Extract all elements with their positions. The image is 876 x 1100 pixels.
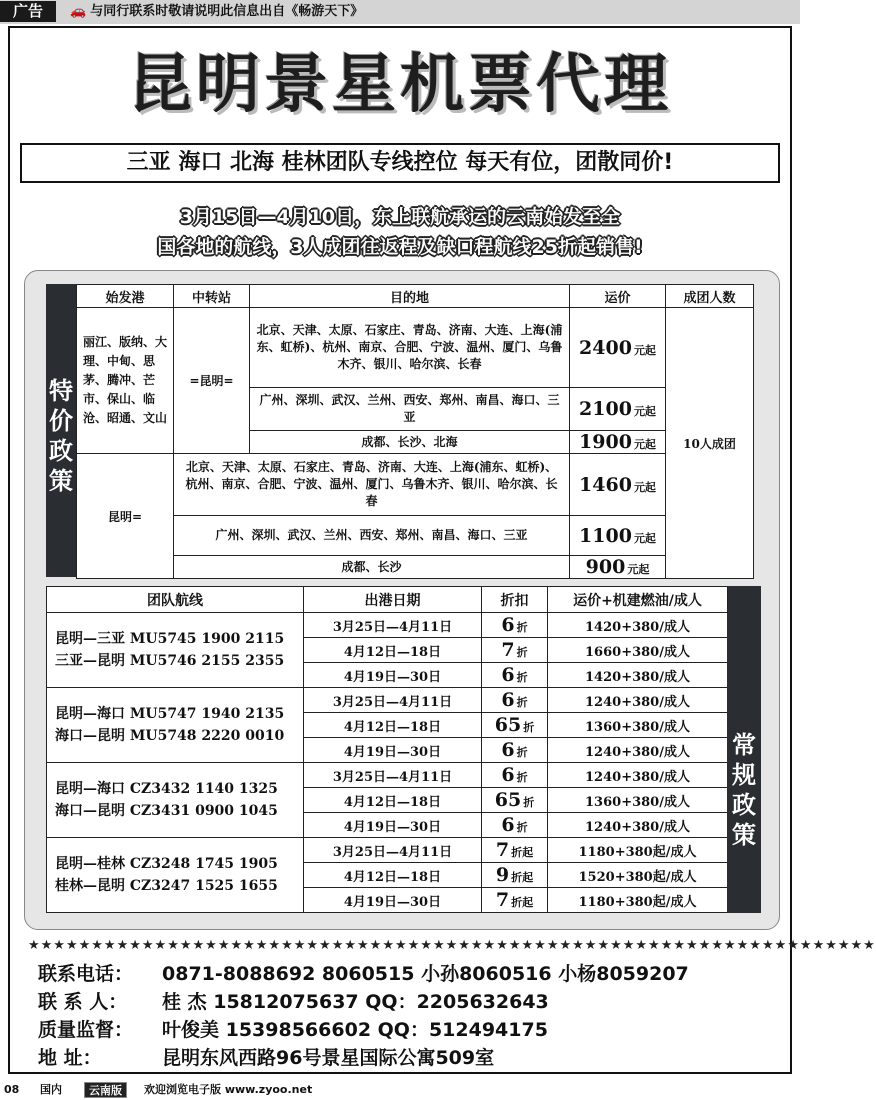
page-footer — [0, 1080, 800, 1100]
top-banner — [0, 0, 800, 24]
special-fare-table — [76, 284, 754, 579]
price-value: 2100 — [579, 398, 632, 420]
date-cell: 3月25日—4月11日 — [304, 688, 482, 713]
table-row — [77, 556, 754, 579]
discount-cell: 7 折 — [482, 638, 548, 663]
table-row — [77, 454, 754, 516]
discount-cell: 6 折 — [482, 688, 548, 713]
route-cell — [47, 688, 304, 763]
fare-cell: 1520+380起/成人 — [548, 863, 728, 888]
price-cell — [570, 431, 666, 454]
section-name: 国内 — [40, 1083, 62, 1096]
date-cell: 4月12日—18日 — [304, 863, 482, 888]
route-outbound: 昆明—海口 CZ3432 1140 1325 — [55, 781, 278, 797]
table-header-row — [77, 285, 754, 308]
contact-supervisor — [38, 1015, 548, 1042]
price-suffix: 元起 — [633, 343, 656, 357]
date-cell: 4月19日—30日 — [304, 888, 482, 913]
fare-cell: 1360+380/成人 — [548, 713, 728, 738]
col-fare: 运价 — [570, 285, 666, 308]
price-suffix: 元起 — [633, 438, 656, 451]
route-outbound: 昆明—三亚 MU5745 1900 2115 — [55, 631, 285, 647]
col-fare: 运价+机建燃油/成人 — [548, 587, 728, 613]
route-return: 海口—昆明 CZ3431 0900 1045 — [55, 803, 278, 819]
origin-cell: 昆明= — [77, 454, 174, 579]
discount-cell: 6 折 — [482, 738, 548, 763]
regular-policy-label: 常规政策 — [728, 587, 761, 913]
page-title: 昆明景星机票代理 — [128, 47, 672, 122]
date-cell: 4月19日—30日 — [304, 738, 482, 763]
route-return: 海口—昆明 MU5748 2220 0010 — [55, 728, 285, 744]
destination-cell: 成都、长沙、北海 — [250, 431, 570, 454]
discount-cell: 6 折 — [482, 613, 548, 638]
contact-label: 质量监督： — [38, 1019, 134, 1041]
col-origin: 始发港 — [77, 285, 174, 308]
edition-badge: 云南版 — [84, 1082, 127, 1098]
destination-cell: 广州、深圳、武汉、兰州、西安、郑州、南昌、海口、三亚 — [250, 388, 570, 431]
fare-cell: 1420+380/成人 — [548, 663, 728, 688]
discount-cell: 6 折 — [482, 813, 548, 838]
discount-cell: 65 折 — [482, 713, 548, 738]
date-cell: 3月25日—4月11日 — [304, 763, 482, 788]
route-cell — [47, 838, 304, 913]
price-value: 1900 — [579, 431, 632, 453]
price-cell — [570, 388, 666, 431]
route-cell — [47, 613, 304, 688]
price-value: 900 — [585, 556, 626, 578]
contact-value: 0871-8088692 8060515 小孙8060516 小杨8059207 — [162, 963, 689, 985]
discount-cell: 65 折 — [482, 788, 548, 813]
fare-cell: 1420+380/成人 — [548, 613, 728, 638]
price-suffix: 元起 — [633, 405, 656, 418]
table-row — [77, 516, 754, 556]
table-row — [47, 613, 761, 638]
source-notice — [70, 2, 363, 22]
contact-address — [38, 1043, 494, 1070]
route-return: 桂林—昆明 CZ3247 1525 1655 — [55, 878, 278, 894]
table-row — [77, 308, 754, 388]
destination-cell: 成都、长沙 — [174, 556, 570, 579]
price-value: 1460 — [579, 473, 632, 496]
origin-cell: 丽江、版纳、大理、中甸、思茅、腾冲、芒市、保山、临沧、昭通、文山 — [77, 308, 174, 454]
col-destination: 目的地 — [250, 285, 570, 308]
date-cell: 4月19日—30日 — [304, 813, 482, 838]
discount-cell: 6 折 — [482, 763, 548, 788]
price-value: 2400 — [579, 336, 632, 359]
regular-fare-table — [46, 586, 761, 913]
fare-cell: 1180+380起/成人 — [548, 888, 728, 913]
destination-cell: 广州、深圳、武汉、兰州、西安、郑州、南昌、海口、三亚 — [174, 516, 570, 556]
route-cell — [47, 763, 304, 838]
subtitle-line-1: 3月15日—4月10日，东上联航承运的云南始发至全 — [179, 206, 621, 228]
date-cell: 4月19日—30日 — [304, 663, 482, 688]
contact-phone — [38, 959, 689, 986]
fare-cell: 1240+380/成人 — [548, 738, 728, 763]
source-notice-text: 与同行联系时敬请说明此信息出自《畅游天下》 — [90, 4, 364, 19]
date-cell: 4月12日—18日 — [304, 713, 482, 738]
fare-cell: 1240+380/成人 — [548, 688, 728, 713]
price-cell — [570, 454, 666, 516]
discount-cell: 6 折 — [482, 663, 548, 688]
contact-value: 昆明东风西路96号景星国际公寓509室 — [162, 1047, 495, 1069]
discount-cell: 9 折起 — [482, 863, 548, 888]
promo-banner: 三亚 海口 北海 桂林团队专线控位 每天有位，团散同价! — [20, 143, 780, 183]
star-divider: ★★★★★★★★★★★★★★★★★★★★★★★★★★★★★★★★★★★★★★★★★★★★★★★★★★★★★★★★★★★★★★★★★★★ — [28, 938, 876, 953]
date-cell: 4月12日—18日 — [304, 788, 482, 813]
contact-person — [38, 987, 549, 1014]
contact-label: 联系电话： — [38, 963, 134, 985]
table-row — [47, 838, 761, 863]
price-suffix: 元起 — [627, 563, 650, 576]
date-cell: 4月12日—18日 — [304, 638, 482, 663]
discount-cell: 7 折起 — [482, 888, 548, 913]
car-icon: 🚗 — [70, 4, 87, 19]
page-number: 08 — [4, 1083, 20, 1096]
special-policy-label: 特价政策 — [46, 284, 76, 577]
table-header-row — [47, 587, 761, 613]
route-return: 三亚—昆明 MU5746 2155 2355 — [55, 653, 285, 669]
col-date: 出港日期 — [304, 587, 482, 613]
transfer-cell: =昆明= — [174, 308, 250, 454]
route-outbound: 昆明—桂林 CZ3248 1745 1905 — [55, 856, 278, 872]
destination-cell: 北京、天津、太原、石家庄、青岛、济南、大连、上海(浦东、虹桥)、杭州、南京、合肥、宁波、温州、厦门、乌鲁木齐、银川、哈尔滨、长春 — [174, 454, 570, 516]
col-transfer: 中转站 — [174, 285, 250, 308]
fare-cell: 1180+380起/成人 — [548, 838, 728, 863]
route-outbound: 昆明—海口 MU5747 1940 2135 — [55, 706, 285, 722]
contact-label: 联 系 人： — [38, 991, 128, 1013]
fare-cell: 1660+380/成人 — [548, 638, 728, 663]
destination-cell: 北京、天津、太原、石家庄、青岛、济南、大连、上海(浦东、虹桥)、杭州、南京、合肥、宁波、温州、厦门、乌鲁木齐、银川、哈尔滨、长春 — [250, 308, 570, 388]
col-route: 团队航线 — [47, 587, 304, 613]
price-suffix: 元起 — [633, 531, 656, 545]
group-size-cell: 10人成团 — [666, 308, 754, 579]
fare-cell: 1240+380/成人 — [548, 763, 728, 788]
ad-tag: 广告 — [0, 1, 56, 22]
price-suffix: 元起 — [633, 480, 656, 494]
fare-cell: 1360+380/成人 — [548, 788, 728, 813]
table-row — [47, 763, 761, 788]
discount-cell: 7 折起 — [482, 838, 548, 863]
contact-value: 叶俊美 15398566602 QQ：512494175 — [162, 1019, 548, 1041]
subtitle-line-2: 国各地的航线，3人成团往返程及缺口程航线25折起销售! — [157, 236, 643, 258]
price-value: 1100 — [579, 524, 632, 547]
price-cell — [570, 516, 666, 556]
price-cell — [570, 308, 666, 388]
date-cell: 3月25日—4月11日 — [304, 838, 482, 863]
col-discount: 折扣 — [482, 587, 548, 613]
price-cell — [570, 556, 666, 579]
contact-value: 桂 杰 15812075637 QQ：2205632643 — [162, 991, 549, 1013]
footer-message: 欢迎浏览电子版 www.zyoo.net — [144, 1083, 313, 1096]
col-group-size: 成团人数 — [666, 285, 754, 308]
contact-label: 地 址： — [38, 1047, 102, 1069]
table-row — [47, 688, 761, 713]
fare-cell: 1240+380/成人 — [548, 813, 728, 838]
date-cell: 3月25日—4月11日 — [304, 613, 482, 638]
